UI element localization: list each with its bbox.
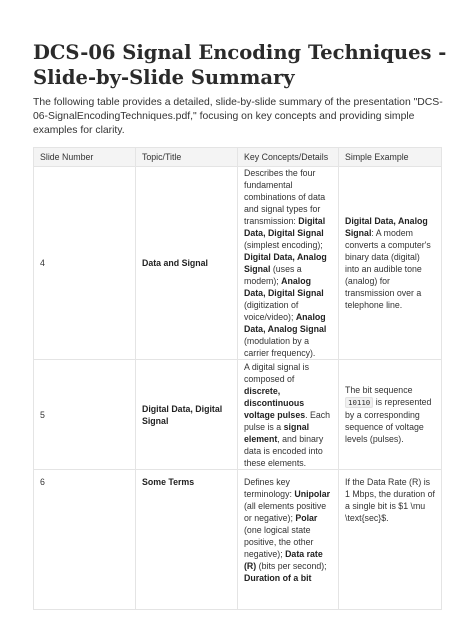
bold-term: Analog Data, Analog Signal (244, 312, 327, 334)
inline-code: 10110 (345, 397, 373, 408)
bold-term: Data rate (R) (244, 549, 323, 571)
summary-table (33, 147, 442, 610)
bold-term: Digital Data, Digital Signal (244, 216, 326, 238)
bold-term: Digital Data, Analog Signal (345, 216, 428, 238)
text-run: A digital signal is composed of (244, 361, 310, 384)
topic-text: Digital Data, Digital Signal (142, 403, 223, 426)
text-run: . Each pulse is a (244, 409, 331, 432)
text-run: Describes the four fundamental combinations of data and signal types for transmission: (244, 168, 326, 226)
bold-term: Analog Data, Digital Signal (244, 276, 324, 298)
slide-number-cell: 4 (34, 167, 136, 360)
page-title: DCS-06 Signal Encoding Techniques - Slide-by-Slide Summary (33, 41, 447, 89)
bold-term: Unipolar (294, 489, 331, 499)
header-key-concepts: Key Concepts/Details (238, 148, 339, 167)
header-simple-example: Simple Example (339, 148, 442, 167)
concepts-cell (238, 167, 339, 360)
text-run: (uses a modem); (244, 264, 302, 286)
table-row (34, 167, 442, 360)
example-cell (339, 470, 442, 610)
topic-text: Data and Signal (142, 258, 208, 268)
text-run: The bit sequence (345, 385, 413, 395)
example-cell (339, 167, 442, 360)
topic-cell (136, 360, 238, 470)
slide-number-cell: 5 (34, 360, 136, 470)
text-run: (digitization of voice/video); (244, 300, 299, 322)
text-run: : A modem converts a computer's binary data (digital) into an audible tone (analog) for transmission over a telephone line. (345, 228, 431, 310)
bold-term: discrete, discontinuous voltage pulses (244, 385, 306, 420)
text-run: , and binary data is encoded into these elements. (244, 433, 324, 468)
header-topic-title: Topic/Title (136, 148, 238, 167)
bold-term: Polar (295, 513, 318, 523)
intro-paragraph: The following table provides a detailed, slide-by-slide summary of the presentation "DCS-06-SignalEncodingTechniques.pdf," focusing on key concepts and providing simple examples for clarity. (33, 97, 443, 136)
text-run: (one logical state positive, the other negative); (244, 525, 314, 559)
text-run: is represented by a corresponding sequence of voltage levels (pulses). (345, 397, 432, 444)
text-run: (simplest encoding); (244, 240, 323, 250)
topic-cell (136, 470, 238, 610)
bold-term: Digital Data, Analog Signal (244, 252, 327, 274)
text-run: Defines key terminology: (244, 477, 295, 499)
concepts-cell (238, 360, 339, 470)
table-header-row (34, 148, 442, 167)
table-row (34, 360, 442, 470)
concepts-cell (238, 470, 339, 610)
example-cell (339, 360, 442, 470)
text-run: If the Data Rate (R) is 1 Mbps, the duration of a single bit is $1 \mu \text{sec}$. (345, 477, 435, 523)
bold-term: signal element (244, 421, 310, 444)
slide-number-cell: 6 (34, 470, 136, 610)
text-run: (bits per second); (256, 561, 327, 571)
text-run: (modulation by a carrier frequency). (244, 336, 316, 358)
bold-term: Duration of a bit (244, 573, 312, 583)
table-row (34, 470, 442, 610)
topic-cell (136, 167, 238, 360)
header-slide-number: Slide Number (34, 148, 136, 167)
text-run: (all elements positive or negative); (244, 501, 327, 523)
topic-text: Some Terms (142, 477, 195, 487)
